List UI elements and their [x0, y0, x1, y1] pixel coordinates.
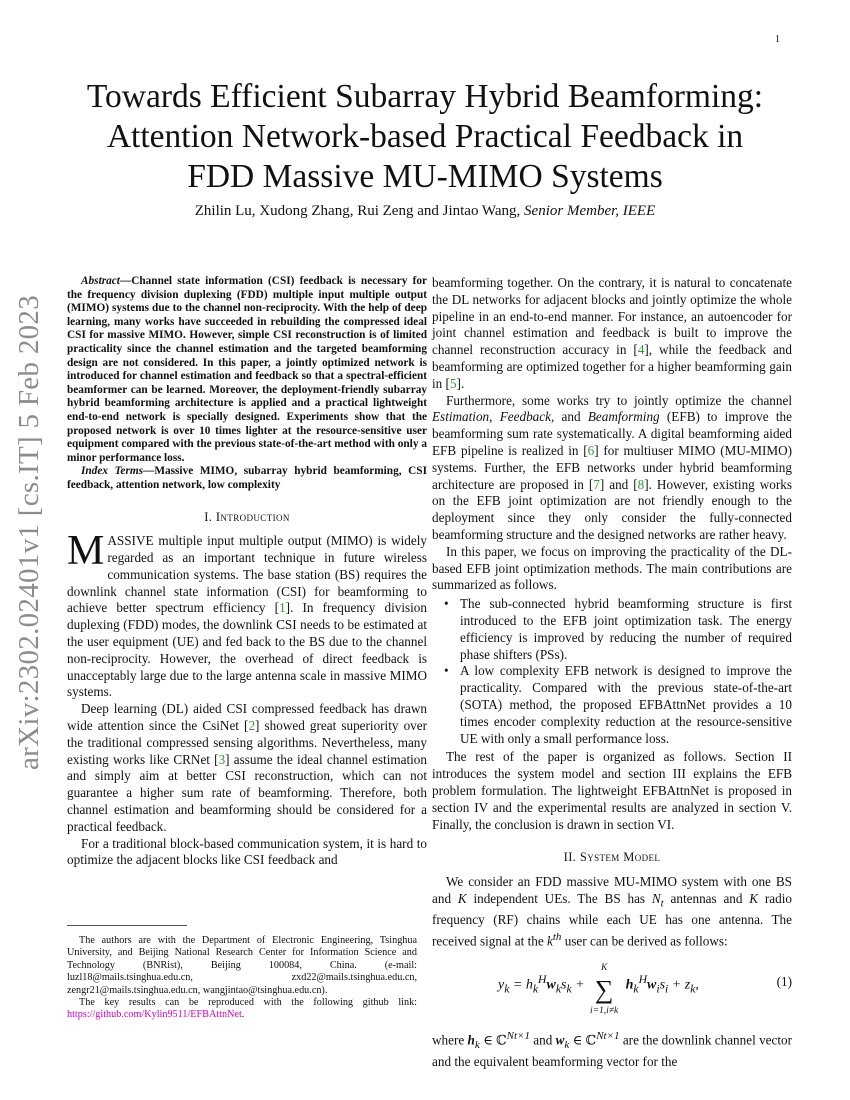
citation-link[interactable]: 1: [279, 600, 286, 616]
citation-link[interactable]: 4: [637, 342, 645, 358]
title-line: Towards Efficient Subarray Hybrid Beamforming:: [86, 78, 764, 115]
footnote-rule: [67, 925, 187, 926]
math-subscript: t: [660, 897, 664, 910]
footnote-code: [67, 997, 417, 1022]
citation-link[interactable]: 5: [449, 375, 457, 391]
paragraph-text: (EFB) to improve the beamforming sum rate systematically. A digital beamforming aided EFB pipeline is realized in [: [432, 409, 792, 458]
eq-symbol: h: [625, 977, 634, 993]
index-terms-lead: Index Terms: [81, 465, 144, 478]
paragraph-text: antennas and: [663, 890, 750, 906]
math-subscript: k: [474, 1039, 480, 1052]
citation-link[interactable]: 6: [587, 442, 595, 458]
paragraph-text: ].: [456, 375, 465, 391]
intro-p2-text: Deep learning (DL) aided CSI compressed feedback has drawn wide attention since the CsiNet [: [67, 701, 427, 734]
citation-link[interactable]: 2: [248, 718, 256, 734]
list-item: • The sub-connected hybrid beamforming structure is first introduced to the EFB joint optimization task. The energy efficiency is improved by reducing the number of required phase shifters (PSs).: [432, 596, 792, 663]
paragraph-text: ] for multiuser MIMO (MU-MIMO) systems. Further, the EFB networks under hybrid beamforming architecture are proposed in [: [432, 442, 792, 492]
list-item: • A low complexity EFB network is designed to improve the practicality. Compared with the previous state-of-the-art (SOTA) method, the proposed EFBAttnNet provides a 10 times encoder complexity reduction at the resource-sensitive UE with only a small performance loss.: [432, 663, 792, 747]
math-superscript: th: [552, 931, 562, 944]
sum-upper-limit: K: [600, 963, 608, 974]
section-heading-introduction: [67, 509, 427, 526]
citation-link[interactable]: 7: [593, 476, 600, 492]
index-terms-text: —Massive MIMO, subarray hybrid beamforming, CSI feedback, attention network, low complexity: [67, 465, 427, 491]
section-numeral: I.: [204, 509, 216, 524]
intro-p1-text: ASSIVE multiple input multiple output (MIMO) is widely regarded as an important technique in future wireless communication systems. The base station (BS) requires the downlink channel state information (CSI) for beamforming to achieve better spectrum efficiency [: [67, 533, 427, 616]
abstract-lead: Abstract: [81, 275, 120, 287]
paragraph-text: ∈ ℂ: [569, 1032, 597, 1048]
math-symbol: K: [749, 890, 759, 906]
math-symbol: K: [457, 890, 467, 906]
abstract: [67, 275, 427, 465]
index-terms: [67, 465, 427, 492]
math-symbol: N: [651, 890, 661, 906]
title-line: FDD Massive MU-MIMO Systems: [187, 158, 663, 195]
math-symbol: w: [555, 1032, 565, 1048]
intro-paragraph-2: [67, 701, 427, 835]
intro-paragraph-3: For a traditional block-based communication system, it is hard to optimize the adjacent blocks like CSI feedback and: [67, 835, 427, 868]
footnotes: [67, 935, 417, 1022]
paragraph-text: user can be derived as follows:: [561, 933, 728, 949]
dropcap-letter: M: [67, 528, 105, 575]
author-names: Zhilin Lu, Xudong Zhang, Rui Zeng and Jintao Wang,: [194, 203, 525, 219]
arxiv-stamp: arXiv:2302.02401v1 [cs.IT] 5 Feb 2023: [13, 294, 45, 770]
eq-symbol: = h: [512, 977, 533, 993]
intro-p1-tail: ]. In frequency division duplexing (FDD) modes, the downlink CSI needs to be estimated at the user equipment (UE) and fed back to the BS due to the channel non-reciprocity. However, the overhead of direct feedback is unacceptably large due to the large antenna scale in massive MIMO systems.: [67, 600, 427, 700]
system-model-paragraph-1: [432, 874, 792, 950]
page-number: 1: [775, 34, 780, 45]
paragraph-text: ∈ ℂ: [479, 1032, 507, 1048]
eq-symbol: s: [561, 977, 567, 993]
paragraph-text: where: [432, 1032, 468, 1048]
equation-body: $y_k = h_k^Hw_ks_k + h_k^Hw_is_i + z_k$,: [498, 973, 699, 996]
footnote-text: The key results can be reproduced with the following github link:: [79, 997, 417, 1009]
author-degree: Senior Member, IEEE: [524, 203, 656, 219]
sum-lower-limit: i=1,i≠k: [590, 1006, 619, 1017]
paragraph-text: independent UEs. The BS has: [466, 890, 652, 906]
paragraph-text: ]. However, existing works on the EFB joint optimization are not friendly enough to the deployment since they only consider the fully-connected beamforming structure and the designed networks are rather heavy.: [432, 476, 792, 542]
section-title: Introduction: [215, 509, 290, 524]
paragraph-text: ,: [489, 409, 500, 425]
paper-title: [70, 77, 780, 197]
emphasis-estimation: Estimation: [432, 409, 490, 425]
right-column: [432, 275, 792, 1071]
sum-sign: ∑: [594, 975, 614, 1005]
citation-link[interactable]: 3: [218, 751, 226, 767]
emphasis-feedback: Feedback: [499, 409, 551, 425]
citation-link[interactable]: 8: [637, 476, 645, 492]
right-paragraph-4: The rest of the paper is organized as follows. Section II introduces the system model and section III explains the EFB problem formulation. The lightweight EFBAttnNet is proposed in section IV and the experimental results are analyzed in section V. Finally, the conclusion is drawn in section VI.: [432, 749, 792, 832]
math-superscript: Nt×1: [596, 1030, 620, 1043]
abstract-text: —Channel state information (CSI) feedback is necessary for the frequency division duplexing (FDD) multiple input multiple output (MIMO) systems due to the channel non-reciprocity. With the help of deep learning, many works have succeeded in rebuilding the compressed ideal CSI for massive MIMO. However, simple CSI reconstruction is of limited practicality since the channel estimation and the targeted beamforming design are not considered. In this paper, a jointly optimized network is introduced for channel estimation and feedback so that a spectral-efficient beamformer can be learned. Moreover, the deployment-friendly subarray hybrid beamforming architecture is applied and a practical lightweight end-to-end network is specially designed. Experiments show that the proposed network is over 10 times lighter at the resource-sensitive user equipment compared with the previous state-of-the-art method with only a minor performance loss.: [67, 275, 427, 464]
intro-paragraph-1: [67, 528, 427, 701]
section-title: System Model: [579, 850, 661, 865]
github-link[interactable]: https://github.com/Kylin9511/EFBAttnNet: [67, 1009, 242, 1021]
right-paragraph-1: [432, 275, 792, 393]
emphasis-beamforming: Beamforming: [587, 409, 660, 425]
eq-symbol: +: [575, 977, 585, 993]
paragraph-text: beamforming together. On the contrary, it is natural to concatenate the DL networks for adjacent blocks and jointly optimize the whole pipeline in an end-to-end manner. For instance, an autoencoder for joint channel estimation and feedback is built to improve the channel reconstruction accuracy in [: [432, 275, 792, 358]
section-numeral: II.: [563, 850, 580, 865]
math-symbol: k: [546, 933, 553, 949]
right-paragraph-2: [432, 393, 792, 544]
paragraph-text: and: [529, 1032, 556, 1048]
math-subscript: k: [564, 1039, 570, 1052]
eq-symbol: + z: [671, 977, 691, 993]
system-model-paragraph-2: [432, 1028, 792, 1071]
paragraph-text: ], while the feedback and beamforming are optimized together for a higher beamforming gain in [: [432, 342, 792, 391]
footnote-affiliation: The authors are with the Department of Electronic Engineering, Tsinghua University, and Beijing National Research Center for Information Science and Technology (BNRist), Beijing 100084, China. (e-mail: luzl18@mails.tsinghua.edu.cn, zxd22@mails.tsinghua.edu.cn, zengr21@mails.tsinghua.edu.cn, wangjintao@tsinghua.edu.cn).: [67, 935, 417, 996]
equation-number: (1): [776, 974, 792, 990]
paragraph-text: , and: [550, 409, 588, 425]
section-heading-system-model: [432, 849, 792, 866]
intro-p2-text: ] showed great superiority over the traditional compressed sensing algorithms. Nevertheless, many existing works like CRNet [: [67, 718, 427, 767]
footnote-text: .: [241, 1009, 245, 1021]
title-line: Attention Network-based Practical Feedback in: [106, 118, 744, 155]
contribution-list: [432, 596, 792, 747]
paragraph-text: Furthermore, some works try to jointly optimize the channel: [446, 392, 792, 408]
eq-symbol: w: [546, 977, 556, 993]
intro-p2-text: ] assume the ideal channel estimation and simply aim at better CSI reconstruction, which can not guarantee a higher sum rate of beamforming. Therefore, both channel estimation and beamforming should be considered for a practical feedback.: [67, 751, 427, 834]
paragraph-text: We consider an FDD massive MU-MIMO system with one BS and: [432, 874, 792, 906]
math-superscript: Nt×1: [506, 1030, 530, 1043]
author-line: [70, 203, 780, 220]
paragraph-text: ] and [: [599, 476, 638, 492]
paragraph-text: radio frequency (RF) chains while each UE has one antenna. The received signal at the: [432, 890, 792, 949]
right-paragraph-3: In this paper, we focus on improving the practicality of the DL-based EFB joint optimization methods. The main contributions are summarized as follows.: [432, 543, 792, 593]
equation-1: [432, 960, 792, 1022]
summation: [590, 960, 618, 1020]
left-column: [67, 275, 427, 869]
eq-symbol: w: [647, 977, 657, 993]
eq-symbol: y: [498, 977, 505, 993]
eq-symbol: s: [659, 977, 666, 993]
eq-subscript: k: [504, 982, 510, 996]
math-symbol: h: [467, 1032, 475, 1048]
paragraph-text: are the downlink channel vector and the equivalent beamforming vector for the: [432, 1032, 793, 1070]
